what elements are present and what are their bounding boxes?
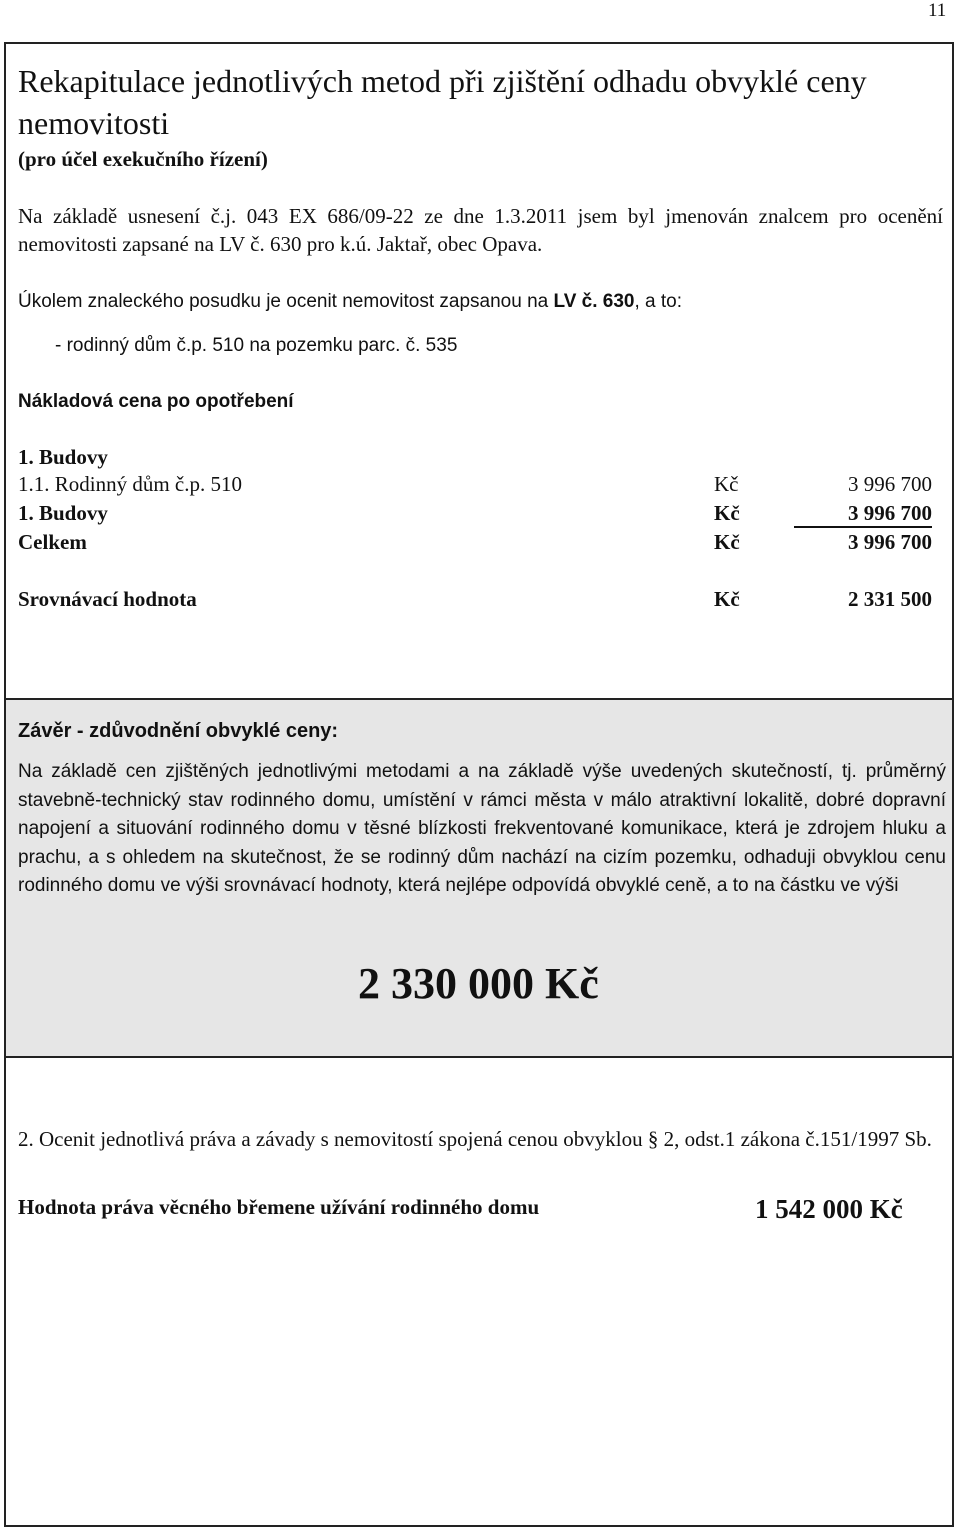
row-value: 2 331 500 [848,587,932,611]
row-label: 1.1. Rodinný dům č.p. 510 [18,472,242,496]
row-value: 3 996 700 [848,530,932,554]
task-suffix: , a to: [634,291,683,312]
row-currency: Kč [714,501,740,525]
task-prefix: Úkolem znaleckého posudku je ocenit nemovitost zapsanou na [18,291,554,312]
row-label: Celkem [18,530,87,554]
conclusion-amount: 2 330 000 Kč [358,959,599,1008]
buildings-heading: 1. Budovy [18,445,108,469]
easement-label: Hodnota práva věcného břemene užívání rodinného domu [18,1195,540,1219]
table-row [18,472,938,500]
conclusion-text: Na základě cen zjištěných jednotlivými metodami a na základě výše uvedených skutečností, tj. průměrný stavebně-technický stav rodinného domu, umístění v rámci města v málo atraktivní lokalitě, dobré dopravní napojení a situování rodinného domu v těsné blízkosti frekventované komunikace, která je zdrojem hluku a prachu, a s ohledem na skutečnost, že se rodinný dům nachází na cizím pozemku, odhaduji obvyklou cenu rodinného domu ve výši srovnávací hodnoty, která nejlépe odpovídá obvyklé ceně, a to na částku ve výši [18,761,946,896]
intro-paragraph: Na základě usnesení č.j. 043 EX 686/09-22 ze dne 1.3.2011 jsem byl jmenován znalcem pro ocenění nemovitosti zapsané na LV č. 630 pro k.ú. Jaktař, obec Opava. [18,204,943,256]
page-subtitle: (pro účel exekučního řízení) [18,147,268,171]
row-value: 3 996 700 [848,472,932,496]
conclusion-title: Závěr - zdůvodnění obvyklé ceny: [18,720,339,742]
page-number: 11 [928,0,947,21]
cost-heading: Nákladová cena po opotřebení [18,391,294,412]
row-value: 3 996 700 [794,501,932,528]
table-row [18,501,938,529]
table-row [18,530,938,558]
conclusion-box [6,698,952,1058]
rights-paragraph: 2. Ocenit jednotlivá práva a závady s nemovitostí spojená cenou obvyklou § 2, odst.1 zákona č.151/1997 Sb. [18,1127,932,1151]
row-currency: Kč [714,472,739,496]
row-label: 1. Budovy [18,501,108,525]
row-currency: Kč [714,530,740,554]
page-title: Rekapitulace jednotlivých metod při zjištění odhadu obvyklé ceny nemovitosti [18,63,867,141]
property-item: - rodinný dům č.p. 510 na pozemku parc. č. 535 [55,335,458,356]
row-label: Srovnávací hodnota [18,587,197,611]
task-paragraph [18,288,918,316]
task-lv: LV č. 630 [553,291,635,312]
row-currency: Kč [714,587,740,611]
easement-amount: 1 542 000 Kč [755,1194,903,1224]
table-row [18,587,938,615]
